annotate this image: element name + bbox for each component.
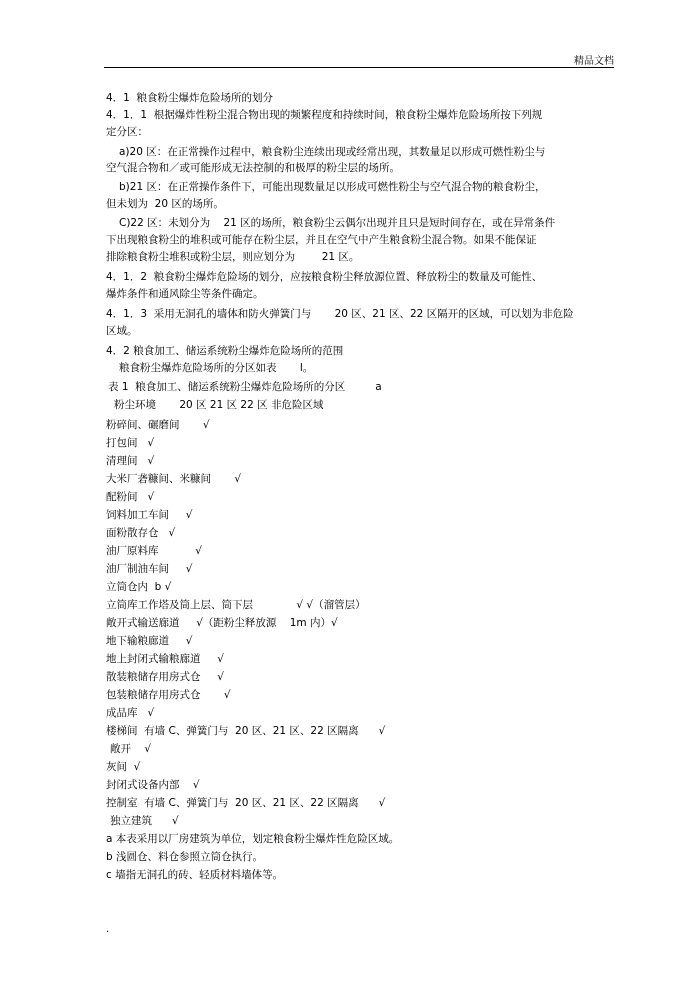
text-line: 但未划为 20 区的场所。 [106,198,224,210]
table-row: 独立建筑 √ [110,815,179,827]
text-line: b)21 区：在正常操作条件下，可能出现数量足以形成可燃性粉尘与空气混合物的粮食粉尘， [119,181,546,193]
text-line: 爆炸条件和通风除尘等条件确定。 [106,288,264,300]
text-line: C)22 区：未划分为 21 区的场所，粮食粉尘云偶尔出现并且只是短时间存在，或在异常条件 [119,217,556,229]
section-heading: 4．1 粮食粉尘爆炸危险场所的划分 [106,92,274,104]
table-row: 油厂制油车间 √ [106,563,193,575]
table-row: 大米厂砻糠间、米糠间 √ [106,473,242,485]
table-note: a 本表采用以厂房建筑为单位，划定粮食粉尘爆炸性危险区域。 [106,833,400,845]
table-caption: 表 1 粮食加工、储运系统粉尘爆炸危险场所的分区 a [108,381,382,393]
text-line: 区域。 [106,325,138,337]
text-line: 4．1．3 采用无洞孔的墙体和防火弹簧门与 20 区、21 区、22 区隔开的区域，可以划为非危险 [106,308,574,320]
text-line: 4．1．1 根据爆炸性粉尘混合物出现的频繁程度和持续时间，粮食粉尘爆炸危险场所按下列规 [106,109,543,121]
table-row: 地下输粮廊道 √ [106,635,193,647]
table-row: 包装粮储存用房式仓 √ [106,689,231,701]
text-line: 下出现粮食粉尘的堆积或可能存在粉尘层，并且在空气中产生粮食粉尘混合物。如果不能保证 [106,234,537,246]
section-heading: 4．2 粮食加工、储运系统粉尘爆炸危险场所的范围 [106,345,344,357]
table-row: 饲料加工车间 √ [106,509,193,521]
header-divider [104,67,614,68]
table-note: c 墙指无洞孔的砖、轻质材料墙体等。 [106,869,284,881]
table-header: 粉尘环境 20 区 21 区 22 区 非危险区域 [114,399,324,411]
table-row: 清理间 √ [106,455,155,467]
table-row: 配粉间 √ [106,491,155,503]
text-line: 粮食粉尘爆炸危险场所的分区如表 l。 [119,362,314,374]
table-row: 打包间 √ [106,437,155,449]
footer-mark: . [106,924,110,935]
text-line: a)20 区：在正常操作过程中，粮食粉尘连续出现或经常出现，其数量足以形成可燃性粉尘与 [119,146,546,158]
text-line: 4．1．2 粮食粉尘爆炸危险场的划分，应按粮食粉尘释放源位置、释放粉尘的数量及可能性、 [106,271,543,283]
text-line: 定分区： [106,126,148,138]
document-header-label: 精品文档 [574,56,614,67]
table-row: 面粉散存仓 √ [106,527,176,539]
table-row: 封闭式设备内部 √ [106,779,200,791]
table-row: 油厂原料库 √ [106,545,202,557]
table-row: 立筒库工作塔及筒上层、筒下层 √ √（溜管层） [106,599,366,611]
table-row: 灰间 √ [106,761,141,773]
table-row: 楼梯间 有墙 C、弹簧门与 20 区、21 区、22 区隔离 √ [106,725,386,737]
table-row: 地上封闭式输粮廊道 √ [106,653,224,665]
table-row: 立筒仓内 b √ [106,581,172,593]
table-row: 散装粮储存用房式仓 √ [106,671,224,683]
table-row: 粉碎间、碾磨间 √ [106,419,210,431]
table-row: 成品库 √ [106,707,155,719]
table-row: 敞开 √ [110,743,152,755]
text-line: 空气混合物和／或可能形成无法控制的和极厚的粉尘层的场所。 [106,162,400,174]
table-row: 控制室 有墙 C、弹簧门与 20 区、21 区、22 区隔离 √ [106,797,386,809]
text-line: 排除粮食粉尘堆积或粉尘层，则应划分为 21 区。 [106,251,360,263]
table-row: 敞开式输送廊道 √（距粉尘释放源 1m 内）√ [106,617,338,629]
table-note: b 浅圆仓、料仓参照立筒仓执行。 [106,851,264,863]
